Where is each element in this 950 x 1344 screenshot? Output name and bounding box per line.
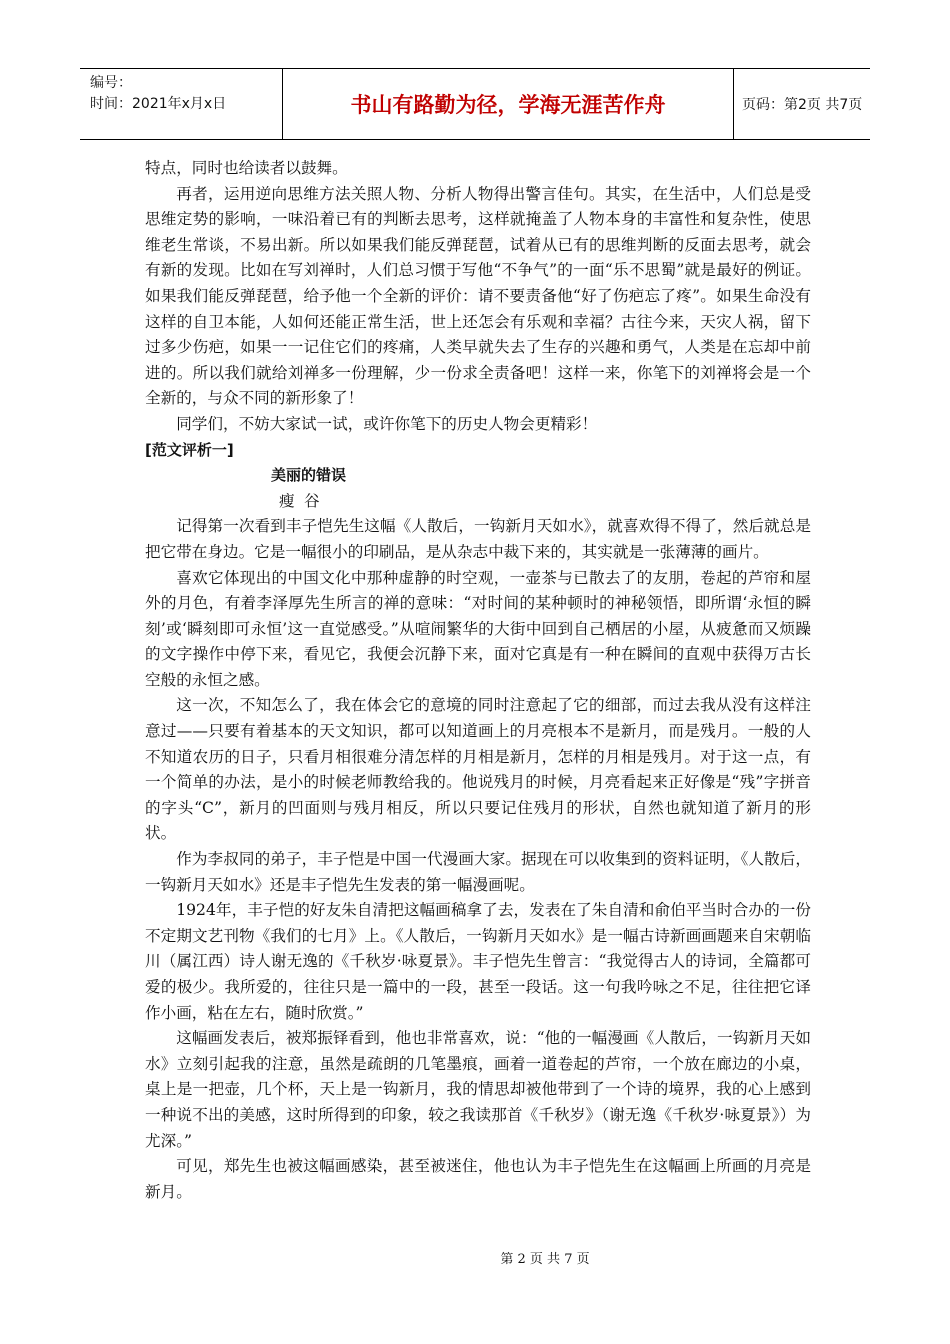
document-date-label: 时间：2021年x月x日 [90, 96, 227, 112]
article-title: 美丽的错误 [271, 466, 347, 485]
body-paragraph: 再者，运用逆向思维方法关照人物、分析人物得出警言佳句。其实，在生活中，人们总是受思维定势的影响，一味沿着已有的判断去思考，这样就掩盖了人物本身的丰富性和复杂性，使思维老生常谈，不易出新。所以如果我们能反弹琵琶，试着从已有的思维判断的反面去思考，就会有新的发现。比如在写刘禅时，人们总习惯于写他“不争气”的一面“乐不思蜀”就是最好的例证。如果我们能反弹琵琶，给予他一个全新的评价：请不要责备他“好了伤疤忘了疼”。如果生命没有这样的自卫本能，人如何还能正常生活，世上还怎会有乐观和幸福？古往今来，天灾人祸，留下过多少伤疤，如果一一记住它们的疼痛，人类早就失去了生存的兴趣和勇气，人类是在忘却中前进的。所以我们就给刘禅多一份理解，少一份求全责备吧！这样一来，你笔下的刘禅将会是一个全新的，与众不同的新形象了！ [145, 184, 811, 408]
header-meta [80, 69, 282, 139]
footer-page-number: 第 2 页 共 7 页 [500, 1252, 590, 1267]
article-paragraph: 1924年，丰子恺的好友朱自清把这幅画稿拿了去，发表在了朱自清和俞伯平当时合办的一份不定期文艺刊物《我们的七月》上。《人散后，一钩新月天如水》是一幅古诗新画画题来自宋朝临川（属江西）诗人谢无逸的《千秋岁·咏夏景》。丰子恺先生曾言：“我觉得古人的诗词，全篇都可爱的极少。我所爱的，往往只是一篇中的一段，甚至一段话。这一句我吟咏之不足，往往把它译作小画，粘在左右，随时欣赏。” [145, 901, 811, 1022]
body-paragraph: 特点，同时也给读者以鼓舞。 [145, 159, 348, 177]
article-paragraph: 可见，郑先生也被这幅画感染，甚至被迷住，他也认为丰子恺先生在这幅画上所画的月亮是新月。 [145, 1157, 811, 1201]
article-paragraph: 这一次，不知怎么了，我在体会它的意境的同时注意起了它的细部，而过去我从没有这样注意过——只要有着基本的天文知识，都可以知道画上的月亮根本不是新月，而是残月。一般的人不知道农历的日子，只看月相很难分清怎样的月相是新月，怎样的月相是残月。对于这一点，有一个简单的办法，是小的时候老师教给我的。他说残月的时候，月亮看起来正好像是“残”字拼音的字头“C”，新月的凹面则与残月相反，所以只要记住残月的形状，自然也就知道了新月的形状。 [145, 696, 811, 843]
body-paragraph: 同学们，不妨大家试一试，或许你笔下的历史人物会更精彩！ [176, 414, 598, 433]
page-header [80, 68, 870, 140]
article-paragraph: 作为李叔同的弟子，丰子恺是中国一代漫画大家。据现在可以收集到的资料证明，《人散后，一钩新月天如水》还是丰子恺先生发表的第一幅漫画呢。 [145, 850, 811, 894]
header-motto: 书山有路勤为径，学海无涯苦作舟 [350, 93, 666, 117]
section-heading: [范文评析一] [145, 440, 234, 459]
header-page-info: 页码：第2页 共7页 [742, 97, 863, 113]
document-number-label: 编号： [90, 75, 132, 91]
article-author: 瘦谷 [279, 491, 329, 510]
article-paragraph: 喜欢它体现出的中国文化中那种虚静的时空观，一壶茶与已散去了的友朋，卷起的芦帘和屋外的月色，有着李泽厚先生所言的禅的意味：“对时间的某种顿时的神秘领悟，即所谓‘永恒的瞬刻’或‘瞬刻即可永恒’这一直觉感受。”从喧闹繁华的大街中回到自己栖居的小屋，从疲惫而又烦躁的文字操作中停下来，看见它，我便会沉静下来，面对它真是有一种在瞬间的直观中获得万古长空般的永恒之感。 [145, 568, 811, 689]
document-body [145, 156, 811, 1205]
article-paragraph: 这幅画发表后，被郑振铎看到，他也非常喜欢，说：“他的一幅漫画《人散后，一钩新月天如水》立刻引起我的注意，虽然是疏朗的几笔墨痕，画着一道卷起的芦帘，一个放在廊边的小桌，桌上是一把壶，几个杯，天上是一钩新月，我的情思却被他带到了一个诗的境界，我的心上感到一种说不出的美感，这时所得到的印象，较之我读那首《千秋岁》（谢无逸《千秋岁·咏夏景》）为尤深。” [145, 1029, 811, 1150]
article-paragraph: 记得第一次看到丰子恺先生这幅《人散后，一钩新月天如水》，就喜欢得不得了，然后就总是把它带在身边。它是一幅很小的印刷品，是从杂志中裁下来的，其实就是一张薄薄的画片。 [145, 517, 811, 561]
page-footer [0, 1248, 950, 1267]
